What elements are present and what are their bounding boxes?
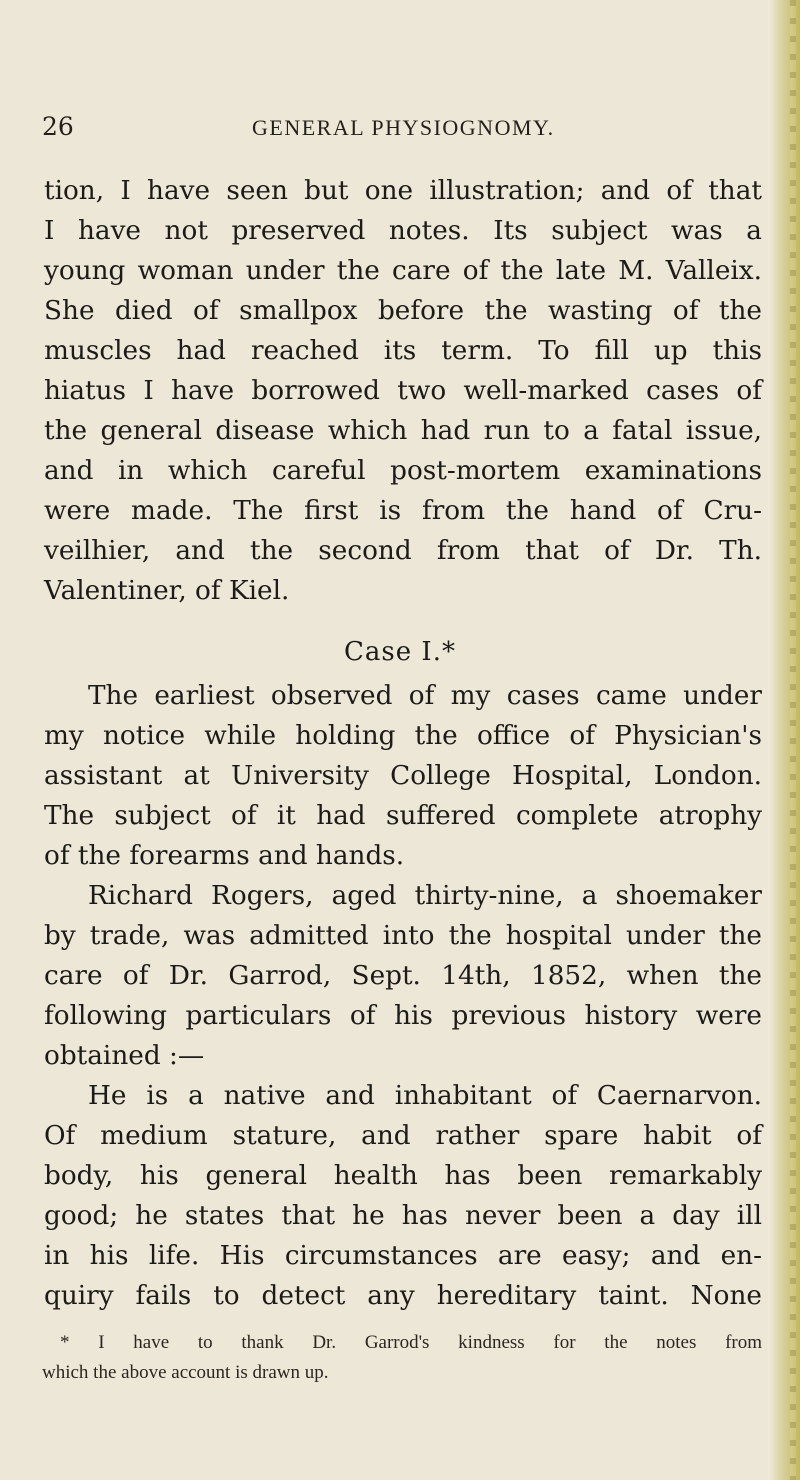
text-line: and in which careful post-mortem examinations [44,456,762,486]
text-line: obtained :— [44,1041,205,1071]
text-line: body, his general health has been remarkably [44,1161,762,1191]
text-line: Richard Rogers, aged thirty-nine, a shoemaker [88,881,762,911]
text-line: tion, I have seen but one illustration; and of that [44,176,762,206]
page-edge-texture [790,0,796,1480]
text-line: following particulars of his previous history were [44,1001,762,1031]
text-line: She died of smallpox before the wasting of the [44,296,762,326]
text-line: hiatus I have borrowed two well-marked cases of [44,376,762,406]
text-line: care of Dr. Garrod, Sept. 14th, 1852, when the [44,961,762,991]
footnote-line: * I have to thank Dr. Garrod's kindness for the notes from [60,1332,762,1353]
text-line: I have not preserved notes. Its subject was a [44,216,762,246]
text-line: He is a native and inhabitant of Caernarvon. [88,1081,762,1111]
text-line: by trade, was admitted into the hospital under the [44,921,762,951]
page-number: 26 [42,112,74,141]
text-line: veilhier, and the second from that of Dr. Th. [44,536,762,566]
text-line: assistant at University College Hospital, London. [44,761,762,791]
text-line: of the forearms and hands. [44,841,405,871]
page-header [0,112,780,152]
text-line: Valentiner, of Kiel. [44,576,290,606]
text-line: the general disease which had run to a fatal issue, [44,416,762,446]
text-line: The subject of it had suffered complete atrophy [44,801,762,831]
text-line: in his life. His circumstances are easy; and en- [44,1241,762,1271]
text-line: quiry fails to detect any hereditary taint. None [44,1281,762,1311]
text-line: The earliest observed of my cases came under [88,681,762,711]
text-line: young woman under the care of the late M. Valleix. [44,256,762,286]
text-line: Of medium stature, and rather spare habit of [44,1121,762,1151]
text-line: were made. The first is from the hand of Cru- [44,496,762,526]
text-line: my notice while holding the office of Physician's [44,721,762,751]
text-line: muscles had reached its term. To fill up this [44,336,762,366]
running-head: GENERAL PHYSIOGNOMY. [252,115,555,140]
text-line: good; he states that he has never been a day ill [44,1201,762,1231]
case-heading: Case I.* [344,637,456,667]
footnote-line: which the above account is drawn up. [42,1362,329,1383]
